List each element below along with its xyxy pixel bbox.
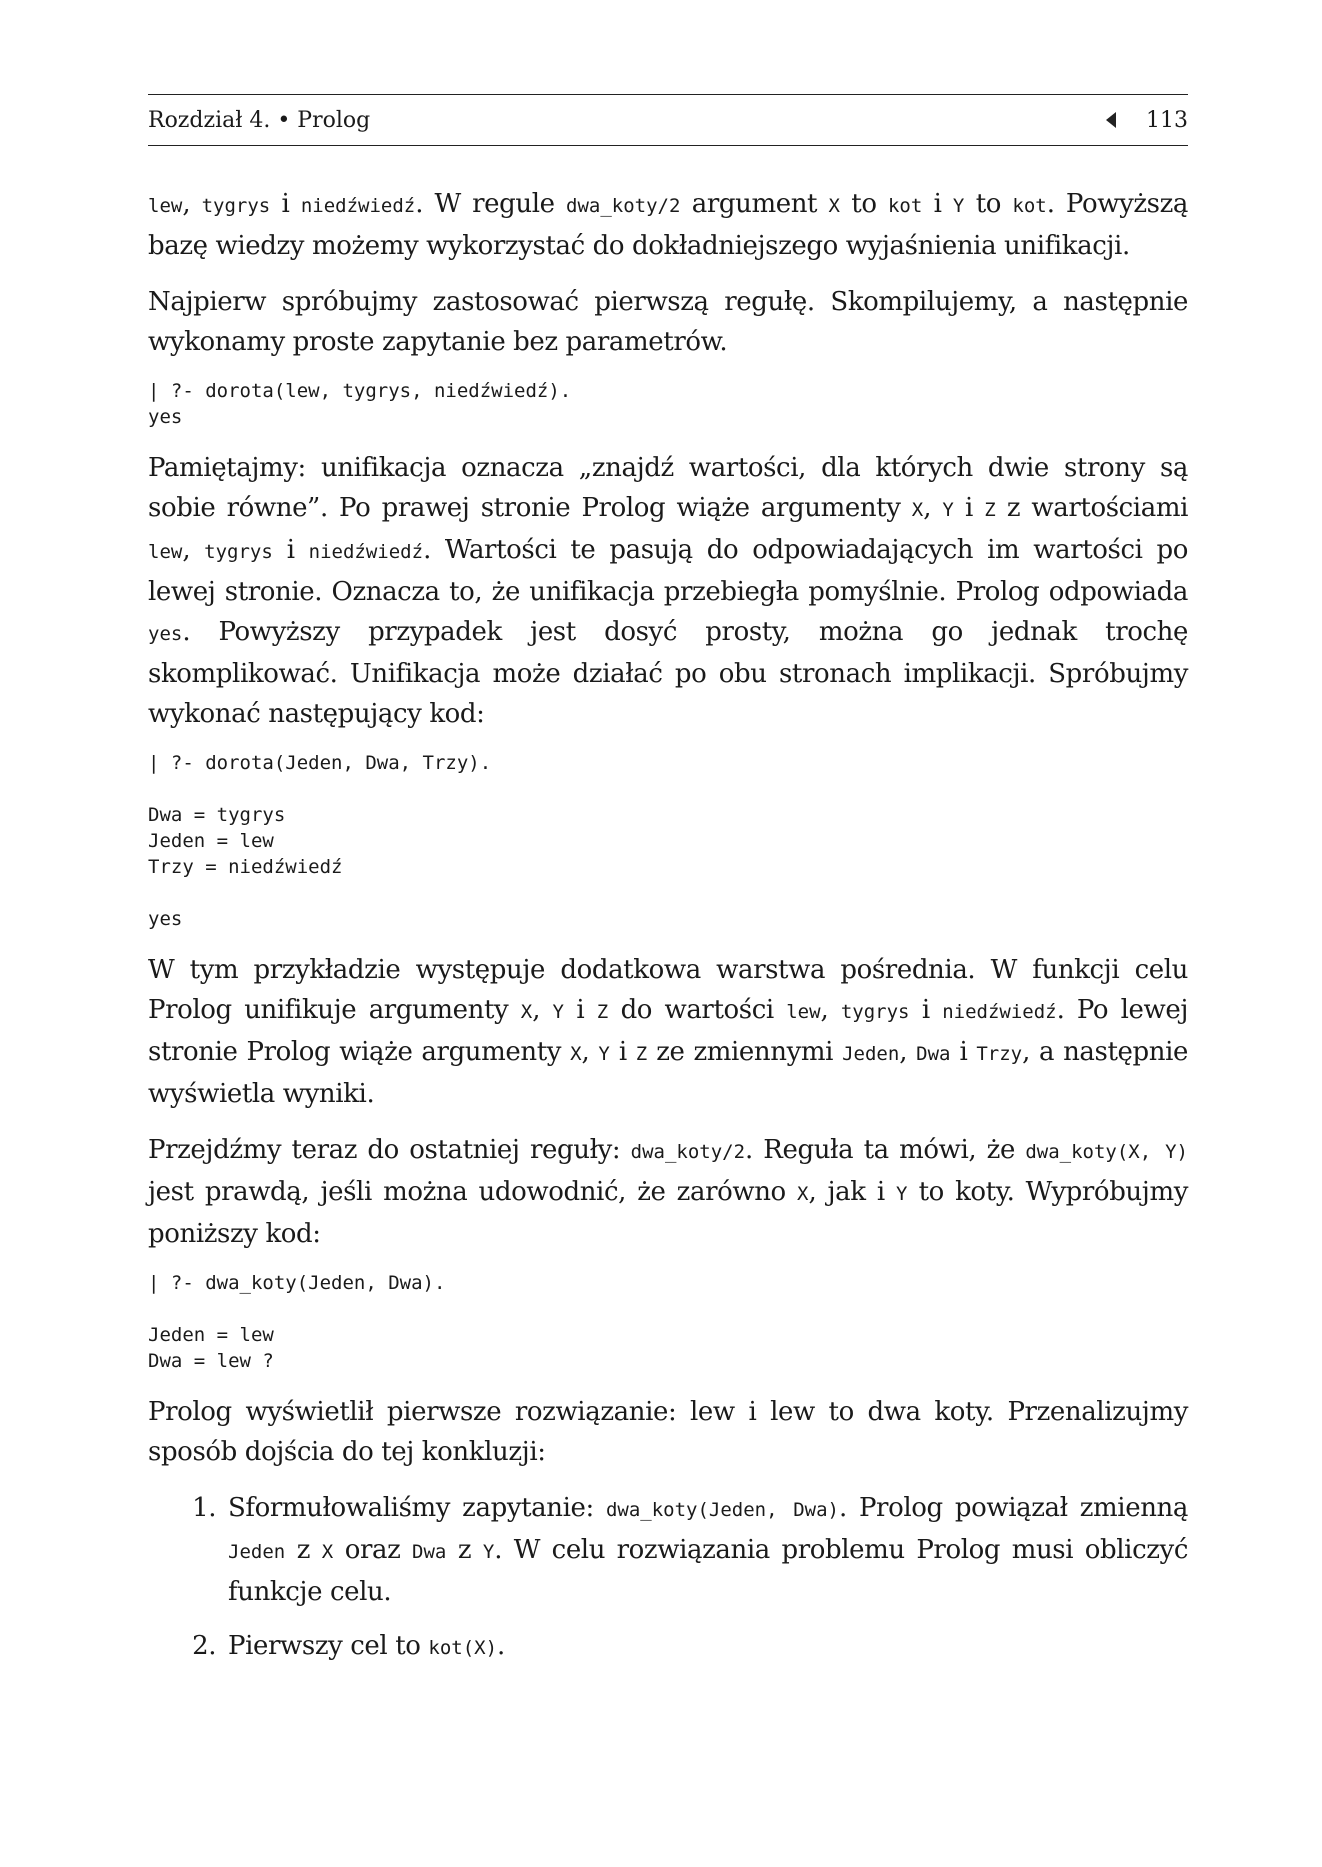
code-line: Dwa = tygrys <box>148 804 286 826</box>
paragraph <box>148 448 1188 734</box>
inline-code: tygrys <box>840 1001 910 1023</box>
running-header <box>148 95 1188 145</box>
text-run: , <box>923 493 943 523</box>
header-bottom-rule <box>148 145 1188 146</box>
code-listing <box>148 1270 1188 1374</box>
inline-code: Z <box>596 1001 609 1023</box>
text-run: i <box>950 1037 977 1067</box>
inline-code: niedźwiedź <box>300 195 416 217</box>
inline-code: kot(X) <box>428 1637 498 1659</box>
inline-code: X <box>321 1541 334 1563</box>
inline-code: Trzy <box>976 1043 1023 1065</box>
list-item <box>224 1626 1188 1668</box>
inline-code: lew <box>786 1001 821 1023</box>
inline-code: Y <box>552 1001 564 1023</box>
code-listing <box>148 378 1188 430</box>
code-line: Jeden = lew <box>148 830 274 852</box>
inline-code: lew <box>148 541 183 563</box>
text-run: . W regule <box>415 189 566 219</box>
inline-code: kot <box>1012 195 1047 217</box>
text-run: , <box>899 1037 917 1067</box>
text-run: Sformułowaliśmy zapytanie: <box>228 1493 606 1523</box>
inline-code: Y <box>942 499 954 521</box>
text-run: z wartościami <box>995 493 1188 523</box>
inline-code: niedźwiedź <box>942 1001 1057 1023</box>
inline-code: tygrys <box>201 195 271 217</box>
text-run: . Reguła ta mówi, że <box>745 1135 1026 1165</box>
code-line: Jeden = lew <box>148 1324 274 1346</box>
paragraph <box>148 950 1188 1114</box>
inline-code: Jeden <box>842 1043 900 1065</box>
inline-code: X <box>797 1183 809 1205</box>
text-run: Pierwszy cel to <box>228 1631 429 1661</box>
text-run: , jak i <box>808 1177 896 1207</box>
text-run: . <box>497 1631 505 1661</box>
inline-code: Z <box>635 1043 648 1065</box>
text-run: i <box>270 189 301 219</box>
inline-code: yes <box>148 623 183 645</box>
inline-code: tygrys <box>204 541 273 563</box>
code-line: Dwa = lew ? <box>148 1350 274 1372</box>
header-right <box>1106 108 1188 133</box>
inline-code: X <box>520 1001 533 1023</box>
text-run: , <box>182 189 202 219</box>
inline-code: dwa_koty/2 <box>630 1141 746 1163</box>
text-run: z <box>285 1535 322 1565</box>
code-line <box>148 1296 1188 1322</box>
inline-code: niedźwiedź <box>308 541 424 563</box>
inline-code: dwa_koty/2 <box>566 195 681 217</box>
text-run: do wartości <box>608 995 787 1025</box>
text-run: to <box>964 189 1013 219</box>
text-run: ze zmiennymi <box>647 1037 843 1067</box>
inline-code: Y <box>598 1043 610 1065</box>
text-run: . Powyższą bazę wiedzy możemy wykorzystać do dokładniejszego wyjaśnienia unifikacji. <box>148 189 1189 261</box>
code-line: | ?- dorota(lew, tygrys, niedźwiedź). <box>148 380 572 402</box>
code-line <box>148 880 1188 906</box>
text-run: Prolog wyświetlił pierwsze rozwiązanie: lew i lew to dwa koty. Przenalizujmy sposób dojścia do tej konkluzji: <box>148 1397 1188 1467</box>
text-run: to <box>839 189 888 219</box>
page-number: 113 <box>1146 107 1188 133</box>
inline-code: dwa_koty(Jeden, Dwa) <box>605 1499 839 1521</box>
text-run: . Powyższy przypadek jest dosyć prosty, można go jednak trochę skomplikować. Unifikacja może działać po obu stronach implikacji. Spróbujmy wykonać następujący kod: <box>148 617 1188 729</box>
inline-code: Jeden <box>228 1541 286 1563</box>
inline-code: Dwa <box>412 1541 447 1563</box>
text-run: , <box>532 995 553 1025</box>
paragraph <box>148 282 1188 362</box>
text-run: oraz <box>333 1535 413 1565</box>
text-run: i <box>909 995 943 1025</box>
text-run: argument <box>680 189 829 219</box>
text-run: , <box>820 995 841 1025</box>
text-run: i <box>563 995 597 1025</box>
text-run: i <box>609 1037 636 1067</box>
numbered-list <box>148 1488 1188 1668</box>
text-run: jest prawdą, jeśli można udowodnić, że zarówno <box>148 1177 797 1207</box>
chapter-title: Rozdział 4. • Prolog <box>148 107 371 133</box>
text-run: Pamiętajmy: unifikacja oznacza „znajdź wartości, dla których dwie strony są sobie równe”. Po prawej stronie Prolog wiąże argumenty <box>148 453 1188 523</box>
inline-code: Y <box>895 1183 908 1205</box>
text-run: , <box>182 535 205 565</box>
code-line: | ?- dwa_koty(Jeden, Dwa). <box>148 1272 446 1294</box>
list-item <box>224 1488 1188 1612</box>
text-run: W tym przykładzie występuje dodatkowa warstwa pośrednia. W funkcji celu Prolog unifikuje argumenty <box>148 955 1188 1025</box>
inline-code: Z <box>984 499 996 521</box>
code-listing <box>148 750 1188 932</box>
text-run: Najpierw spróbujmy zastosować pierwszą regułę. Skompilujemy, a następnie wykonamy proste zapytanie bez parametrów. <box>148 287 1188 357</box>
code-line: yes <box>148 406 183 428</box>
text-run: , a następnie wyświetla wyniki. <box>148 1037 1188 1109</box>
text-run: to koty. Wypróbujmy poniższy kod: <box>148 1177 1188 1249</box>
text-run: i <box>953 493 985 523</box>
code-line <box>148 776 1188 802</box>
inline-code: X <box>570 1043 582 1065</box>
inline-code: Y <box>482 1541 495 1563</box>
inline-code: lew <box>148 195 183 217</box>
text-run: i <box>272 535 309 565</box>
text-run: . Po lewej stronie Prolog wiąże argumenty <box>148 995 1188 1067</box>
text-run: i <box>922 189 953 219</box>
text-run: . Prolog powiązał zmienną <box>839 1493 1189 1523</box>
text-run: z <box>446 1535 483 1565</box>
paragraph <box>148 1392 1188 1472</box>
inline-code: Y <box>952 195 965 217</box>
inline-code: X <box>828 195 840 217</box>
code-line: | ?- dorota(Jeden, Dwa, Trzy). <box>148 752 492 774</box>
paragraph <box>148 1130 1188 1254</box>
code-line: Trzy = niedźwiedź <box>148 856 343 878</box>
text-run: . W celu rozwiązania problemu Prolog musi obliczyć funkcje celu. <box>228 1535 1188 1607</box>
text-run: . Wartości te pasują do odpowiadających im wartości po lewej stronie. Oznacza to, że unifikacja przebiegła pomyślnie. Prolog odpowiada <box>148 535 1189 607</box>
inline-code: X <box>911 499 924 521</box>
inline-code: Dwa <box>916 1043 951 1065</box>
body-text <box>148 184 1188 1668</box>
code-line: yes <box>148 908 183 930</box>
inline-code: kot <box>887 195 923 217</box>
inline-code: dwa_koty(X, Y) <box>1025 1141 1188 1163</box>
book-page <box>148 94 1188 1682</box>
triangle-marker-icon <box>1106 112 1116 128</box>
text-run: , <box>581 1037 599 1067</box>
paragraph <box>148 184 1188 266</box>
text-run: Przejdźmy teraz do ostatniej reguły: <box>148 1135 631 1165</box>
